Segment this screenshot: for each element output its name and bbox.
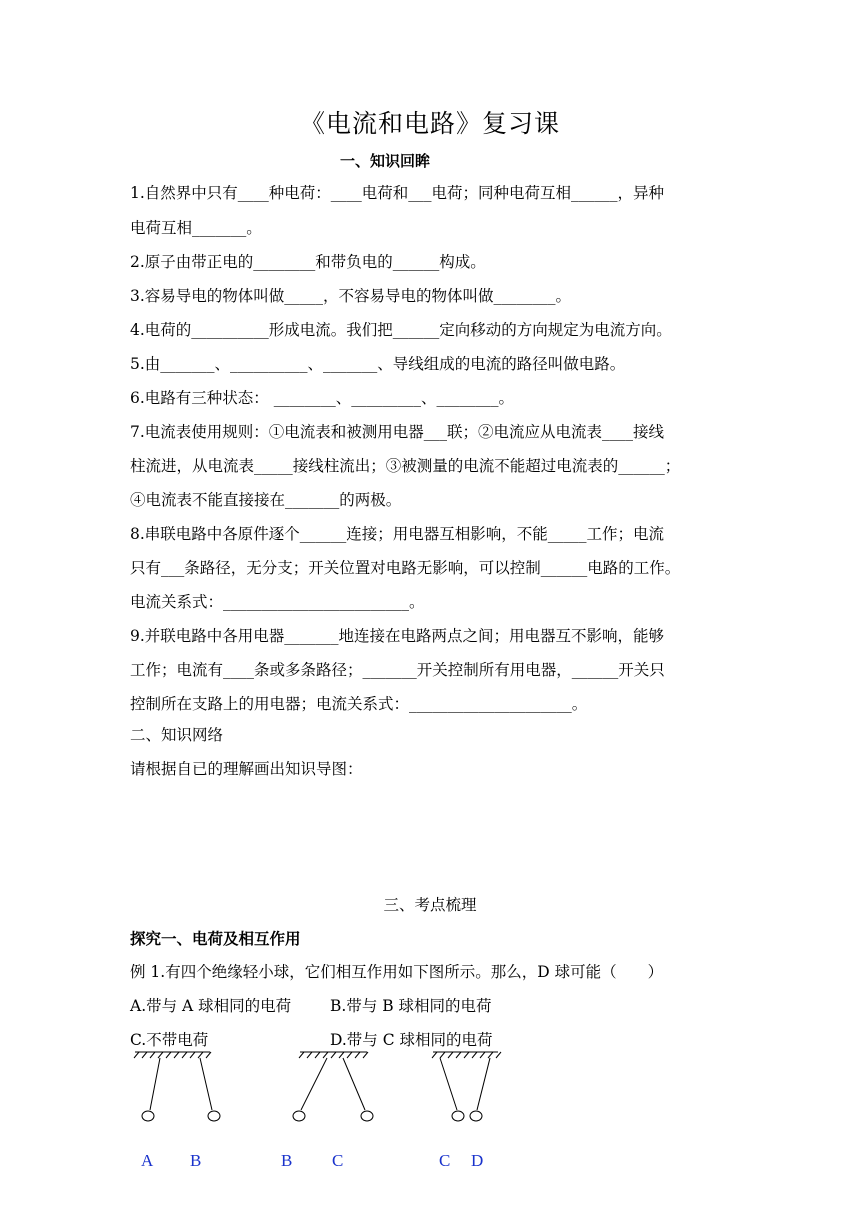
- ball-a: [142, 1111, 154, 1121]
- option-d: D.带与 C 球相同的电荷: [330, 1031, 493, 1049]
- question-line: 1.自然界中只有____种电荷：____电荷和___电荷；同种电荷互相______，异种: [130, 184, 665, 202]
- option-c: C.不带电荷: [130, 1031, 209, 1049]
- label-c: C: [332, 1151, 344, 1170]
- option-b: B.带与 B 球相同的电荷: [330, 997, 492, 1015]
- question-line: 6.电路有三种状态： ________、_________、________。: [130, 389, 514, 407]
- explore-heading: 探究一、电荷及相互作用: [130, 930, 301, 948]
- pair-cd: [432, 1052, 501, 1121]
- label-b: B: [190, 1151, 202, 1170]
- ball-b2: [293, 1111, 305, 1121]
- label-a: A: [141, 1151, 154, 1170]
- ball-b: [208, 1111, 220, 1121]
- page-title: 《电流和电路》复习课: [299, 109, 560, 138]
- question-line: 控制所在支路上的用电器；电流关系式：_____________________。: [130, 695, 588, 713]
- pair-bc: [293, 1052, 373, 1121]
- question-line: 电流关系式：________________________。: [130, 593, 425, 611]
- section-knowledge-network: 二、知识网络: [130, 726, 224, 744]
- example-question: 例 1.有四个绝缘轻小球，它们相互作用如下图所示。那么，D 球可能（ ）: [130, 963, 664, 981]
- ball-c2: [452, 1111, 464, 1121]
- question-line: 只有___条路径，无分支；开关位置对电路无影响，可以控制______电路的工作。: [130, 559, 681, 577]
- question-line: 5.由_______、__________、_______、导线组成的电流的路径叫做电路。: [130, 355, 626, 373]
- pith-ball-diagram: [125, 1038, 525, 1183]
- question-line: 柱流进，从电流表_____接线柱流出；③被测量的电流不能超过电流表的______；: [130, 457, 681, 475]
- question-line: 2.原子由带正电的________和带负电的______构成。: [130, 253, 486, 271]
- ball-d: [470, 1111, 482, 1121]
- question-line: 3.容易导电的物体叫做_____，不容易导电的物体叫做________。: [130, 287, 572, 305]
- mindmap-prompt: 请根据自已的理解画出知识导图：: [130, 760, 363, 778]
- section-key-points: 三、考点梳理: [383, 896, 477, 914]
- label-c2: C: [439, 1151, 451, 1170]
- section-knowledge-review: 一、知识回眸: [340, 152, 431, 170]
- label-d: D: [471, 1151, 484, 1170]
- ball-c: [361, 1111, 373, 1121]
- question-line: 9.并联电路中各用电器_______地连接在电路两点之间；用电器互不影响，能够: [130, 627, 665, 645]
- question-line: ④电流表不能直接接在_______的两极。: [130, 491, 402, 509]
- label-b2: B: [281, 1151, 293, 1170]
- question-line: 8.串联电路中各原件逐个______连接；用电器互相影响，不能_____工作；电流: [130, 525, 665, 543]
- question-line: 工作；电流有____条或多条路径；_______开关控制所有用电器，______开关只: [130, 661, 665, 679]
- question-line: 7.电流表使用规则：①电流表和被测用电器___联；②电流应从电流表____接线: [130, 423, 665, 441]
- question-line: 电荷互相_______。: [130, 219, 262, 237]
- question-line: 4.电荷的__________形成电流。我们把______定向移动的方向规定为电流方向。: [130, 321, 672, 339]
- pair-ab: [134, 1052, 220, 1121]
- option-a: A.带与 A 球相同的电荷: [130, 997, 292, 1015]
